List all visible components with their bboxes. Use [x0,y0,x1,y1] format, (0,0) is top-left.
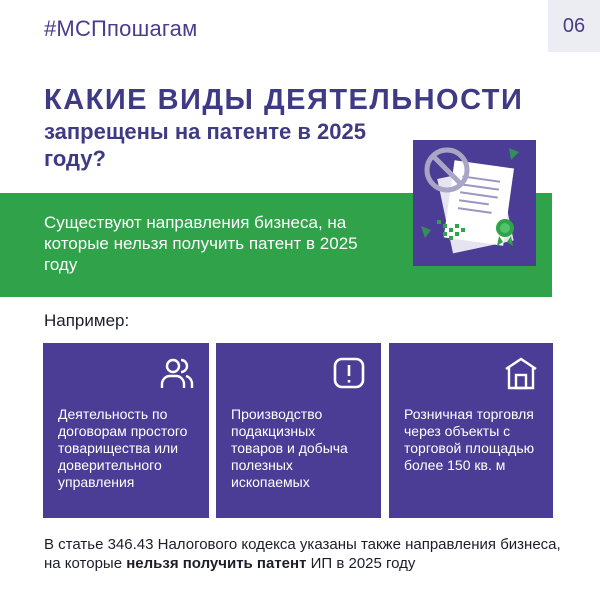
page-subtitle: запрещены на патенте в 2025 году? [44,119,366,171]
card-text: Производство подакцизных товаров и добыча полезных ископаемых [231,406,348,490]
example-card-retail [389,343,553,518]
store-icon [503,355,539,391]
page-number: 06 [548,0,600,52]
footer-text-end: ИП в 2025 году [306,555,416,572]
footer-text-start: В статье 346.43 Налогового кодекса указаны также направления бизнеса, на которые [44,536,561,572]
alert-icon [331,355,367,391]
card-text: Деятельность по договорам простого товарищества или доверительного управления [58,406,188,490]
footer-bold-text: нельзя получить патент [126,555,307,572]
document-prohibited-illustration [413,140,536,266]
hashtag: #МСПпошагам [44,16,198,41]
example-card-partnership [43,343,209,518]
page-title: КАКИЕ ВИДЫ ДЕЯТЕЛЬНОСТИ [44,84,524,116]
users-icon [159,355,195,391]
examples-label: Например: [44,311,130,330]
card-text: Розничная торговля через объекты с торговой площадью более 150 кв. м [404,406,535,473]
footer-note [44,535,564,573]
example-card-excise [216,343,381,518]
banner-text: Существуют направления бизнеса, на которые нельзя получить патент в 2025 году [44,213,358,274]
